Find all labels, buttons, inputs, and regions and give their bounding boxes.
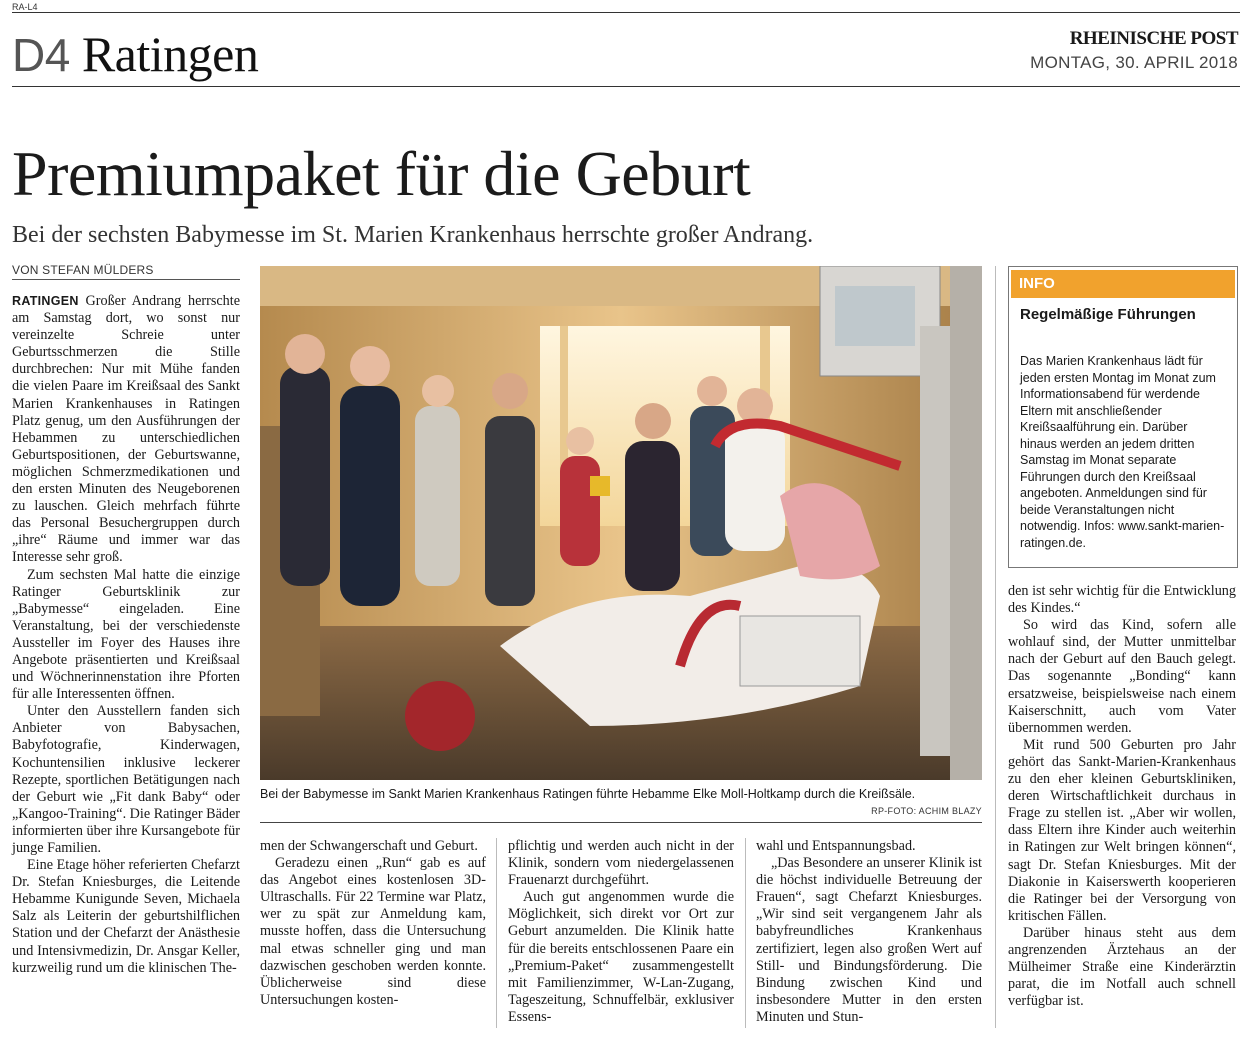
column-divider: [995, 266, 996, 1028]
masthead: RHEINISCHE POST: [1069, 28, 1238, 49]
page-number: D4: [12, 29, 70, 81]
paragraph: So wird das Kind, sofern alle wohlauf sind, der Mutter unmittelbar nach der Geburt auf den Bauch gelegt. Das sogenannte „Bonding“ kann ersatzweise, beispielsweise nach einem Kaiserschnitt, auch vom Vater übernommen werden.: [1008, 617, 1236, 736]
article-column-5: [1008, 583, 1236, 1010]
info-text: Das Marien Krankenhaus lädt für jeden ersten Montag im Monat zum Informationsabend für werdende Eltern mit anschließender Kreißsaalführung ein. Darüber hinaus werden an jedem dritten Samstag im Monat separate Führungen durch den Kreißsaal angeboten. Anmeldungen sind für beide Veranstaltungen nicht notwendig. Infos: www.sankt-marien-ratingen.de.: [1020, 354, 1225, 550]
paragraph: Unter den Ausstellern fanden sich Anbieter von Babysachen, Babyfotografie, Kinderwagen, Kochuntensilien inklusive leckerer Rezepte, sportlichen Betätigungen nach der Geburt wie „Fit dank Baby“ oder „Kangoo-Training“. Die Ratinger Bäder informierten über ihre Kursangebote für junge Familien.: [12, 703, 240, 856]
issue-date: MONTAG, 30. APRIL 2018: [1030, 53, 1238, 72]
photo-credit: RP-FOTO: ACHIM BLAZY: [871, 806, 982, 816]
byline-rule: [12, 279, 240, 280]
paragraph: wahl und Entspannungsbad.: [756, 838, 916, 854]
article-column-1: [12, 293, 240, 977]
subheadline: Bei der sechsten Babymesse im St. Marien Krankenhaus herrschte großer Andrang.: [12, 222, 814, 248]
article-column-3: [508, 838, 734, 1026]
photo-illustration: [260, 266, 982, 780]
caption-rule: [260, 822, 982, 823]
paragraph: „Das Besondere an unserer Klinik ist die höchst individuelle Betreuung der Frauen“, sagt Chefarzt Kniesburges. „Wir sind seit vergangenem Jahr als babyfreundliches Krankenhaus zertifiziert, legen also großen Wert auf Still- und Bindungsförderung. Die Bindung zwischen Kind und insbesondere Mutter in den ersten Minuten und Stun-: [756, 855, 982, 1025]
headline: Premiumpaket für die Geburt: [12, 138, 751, 209]
paragraph: RATINGEN Großer Andrang herrschte am Samstag dort, wo sonst nur vereinzelte Schreie unter Geburtsschmerzen die Stille durchbrechen: Nur mit Mühe fanden die vielen Paare im Kreißsaal des Sankt Marien Krankenhauses in Ratingen Platz genug, um den Ausführungen der Hebammen zu unterschiedlichen Geburtspositionen, der Geburtswanne, möglichen Schmerzmedikationen und den ersten Minuten des Neugeborenen zu lauschen. Gleich mehrfach führte das Personal Besuchergruppen durch „ihre“ Räume und immer war das Interesse sehr groß.: [12, 293, 241, 566]
article-photo: [260, 266, 982, 780]
paragraph: Zum sechsten Mal hatte die einzige Ratinger Geburtsklinik zur „Babymesse“ eingeladen. Eine Veranstaltung, bei der verschiedenste Aussteller im Foyer des Hauses ihre Angebote präsentierten und Kreißsaal und Wöchnerinnenstation ihre Pforten für alle Interessenten öffnen.: [12, 566, 240, 703]
info-label: INFO: [1011, 270, 1235, 298]
paragraph: pflichtig und werden auch nicht in der Klinik, sondern vom niedergelassenen Frauenarzt durchgeführt.: [508, 838, 734, 889]
column-divider: [745, 838, 746, 1028]
column-divider: [496, 838, 497, 1028]
paragraph: den ist sehr wichtig für die Entwicklung des Kindes.“: [1008, 583, 1236, 617]
paragraph: Darüber hinaus steht aus dem angrenzenden Ärztehaus an der Mülheimer Straße eine Kinderärztin parat, die im Notfall auch schnell verfügbar ist.: [1008, 924, 1236, 1010]
section-header: [12, 24, 258, 85]
paragraph: Auch gut angenommen wurde die Möglichkeit, sich direkt vor Ort zur Geburt anzumelden. Die Klinik hatte für die bereits entschlossenen Paare ein „Premium-Paket“ zusammengestellt mit Familienzimmer, W-Lan-Zugang, Tageszeitung, Schnuffelbär, exklusiver Essens-: [508, 889, 734, 1025]
paragraph: Mit rund 500 Geburten pro Jahr gehört das Sankt-Marien-Krankenhaus zu den eher kleinen Geburtskliniken, deren Wirtschaftlichkeit durchaus in Frage zu stellen ist. „Aber wir wollen, dass Eltern ihre Kinder auch weiterhin in Ratingen zur Welt bringen können“, sagt Dr. Stefan Kniesburges. Mit der Diakonie in Kaiserswerth kooperieren die Ratinger bei der Versorgung von kritischen Fällen.: [1008, 736, 1236, 924]
info-title: Regelmäßige Führungen: [1020, 306, 1196, 323]
top-rule: [12, 12, 1240, 13]
section-title: Ratingen: [81, 26, 259, 82]
paragraph: men der Schwangerschaft und Geburt.: [260, 838, 478, 854]
photo-caption: Bei der Babymesse im Sankt Marien Krankenhaus Ratingen führte Hebamme Elke Moll-Holtkamp durch die Kreißsäle.: [260, 787, 916, 801]
article-column-2: [260, 838, 486, 1009]
dateline: RATINGEN: [12, 294, 79, 308]
paragraph: Geradezu einen „Run“ gab es auf das Angebot eines kostenlosen 3D-Ultraschalls. Für 22 Termine war Platz, wer zu spät zur Anmeldung kam, musste hoffen, dass die Untersuchung mal etwas schneller ging und man dazwischen geschoben werden konnte. Üblicherweise sind diese Untersuchungen kosten-: [260, 855, 486, 1008]
paragraph: Eine Etage höher referierten Chefarzt Dr. Stefan Kniesburges, die Leitende Hebamme Kunigunde Seven, Michaela Salz als Leiterin der geburtshilflichen Station und der Chefarzt der Anästhesie und Intensivmedizin, Dr. Ansgar Keller, kurzweilig rund um die klinischen The-: [12, 857, 240, 976]
article-column-4: [756, 838, 982, 1026]
section-rule: [12, 86, 1240, 87]
page-code: RA-L4: [12, 2, 38, 12]
byline: VON STEFAN MÜLDERS: [12, 263, 154, 277]
